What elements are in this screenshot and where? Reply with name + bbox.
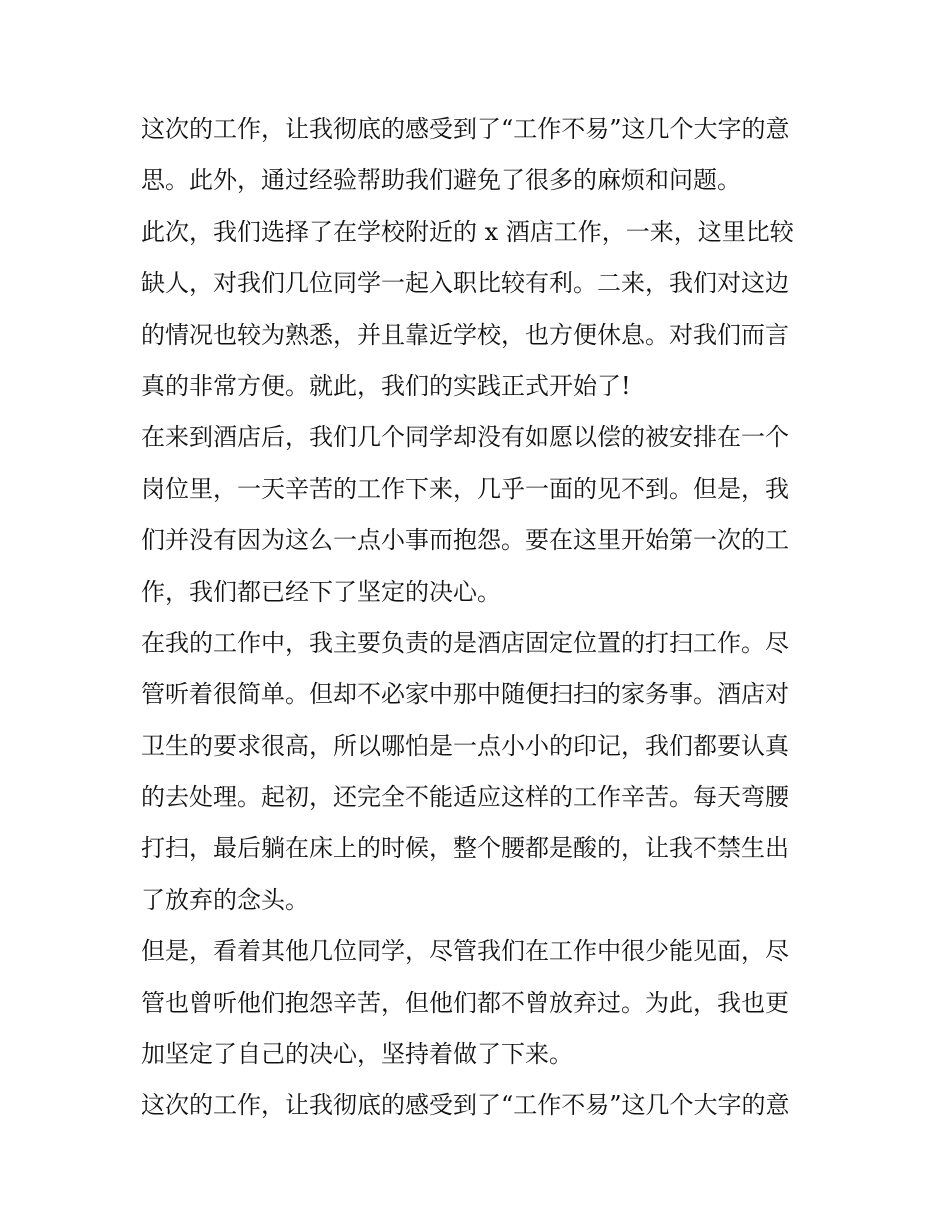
text-line: 了放弃的念头。 bbox=[141, 885, 309, 914]
text-line: 的去处理。起初，还完全不能适应这样的工作辛苦。每天弯腰 bbox=[141, 783, 789, 812]
paragraph-1 bbox=[141, 104, 821, 207]
paragraph-4 bbox=[141, 618, 821, 926]
text-line: 打扫，最后躺在床上的时候，整个腰都是酸的，让我不禁生出 bbox=[141, 834, 789, 863]
text-line: 卫生的要求很高，所以哪怕是一点小小的印记，我们都要认真 bbox=[141, 731, 789, 760]
paragraph-6 bbox=[141, 1080, 821, 1131]
text-line: 管听着很简单。但却不必家中那中随便扫扫的家务事。酒店对 bbox=[141, 680, 789, 709]
text-line: 但是，看着其他几位同学，尽管我们在工作中很少能见面，尽 bbox=[141, 937, 789, 966]
text-line: 真的非常方便。就此，我们的实践正式开始了! bbox=[141, 371, 631, 400]
paragraph-2 bbox=[141, 207, 821, 413]
text-line: 这次的工作，让我彻底的感受到了“工作不易”这几个大字的意 bbox=[141, 115, 790, 143]
text-line: 管也曾听他们抱怨辛苦，但他们都不曾放弃过。为此，我也更 bbox=[141, 988, 789, 1017]
paragraph-3 bbox=[141, 412, 821, 618]
text-line: 思。此外，通过经验帮助我们避免了很多的麻烦和问题。 bbox=[141, 166, 741, 195]
text-line: 作，我们都已经下了坚定的决心。 bbox=[141, 577, 501, 606]
text-line: 这次的工作，让我彻底的感受到了“工作不易”这几个大字的意 bbox=[141, 1091, 790, 1120]
text-line: 们并没有因为这么一点小事而抱怨。要在这里开始第一次的工 bbox=[141, 526, 789, 555]
text-line: 此次，我们选择了在学校附近的 x 酒店工作，一来，这里比较 bbox=[141, 217, 794, 246]
text-line: 缺人，对我们几位同学一起入职比较有利。二来，我们对这边 bbox=[141, 269, 789, 298]
text-line: 在来到酒店后，我们几个同学却没有如愿以偿的被安排在一个 bbox=[141, 423, 789, 452]
text-line: 岗位里，一天辛苦的工作下来，几乎一面的见不到。但是，我 bbox=[141, 474, 789, 503]
body-text bbox=[141, 104, 821, 1132]
text-line: 在我的工作中，我主要负责的是酒店固定位置的打扫工作。尽 bbox=[141, 628, 789, 657]
text-line: 加坚定了自己的决心，坚持着做了下来。 bbox=[141, 1040, 573, 1069]
text-line: 的情况也较为熟悉，并且靠近学校，也方便休息。对我们而言 bbox=[141, 320, 789, 349]
paragraph-5 bbox=[141, 926, 821, 1080]
